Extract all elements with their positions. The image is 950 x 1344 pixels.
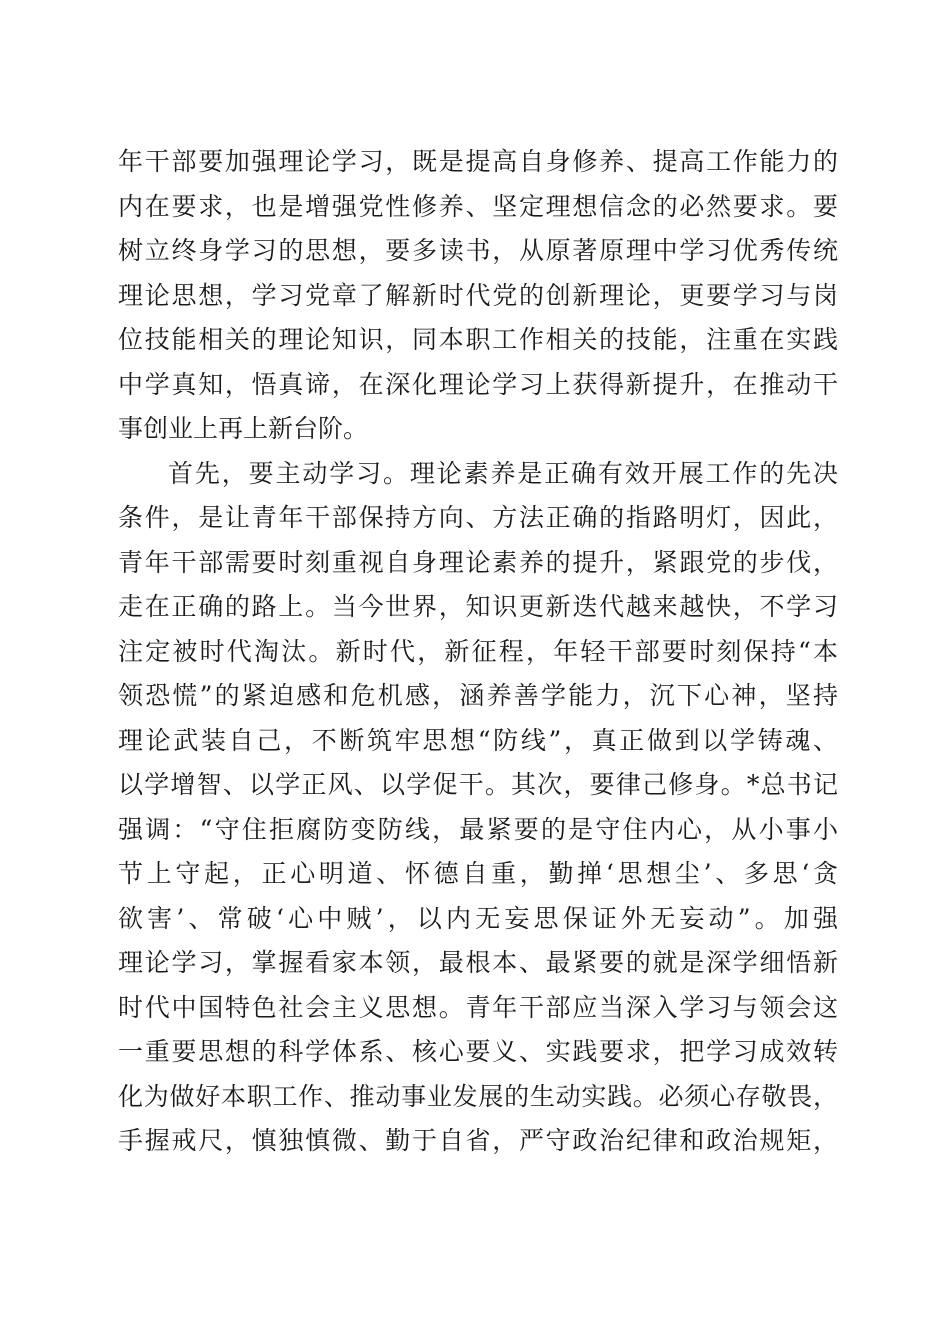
text-line: 内在要求，也是增强党性修养、坚定理想信念的必然要求。要: [118, 191, 838, 221]
text-line: 理论学习，掌握看家本领，最根本、最紧要的就是深学细悟新: [118, 948, 838, 977]
text-line: 强调：“守住拒腐防变防线，最紧要的是守住内心，从小事小: [118, 814, 838, 844]
text-line: 位技能相关的理论知识，同本职工作相关的技能，注重在实践: [118, 325, 838, 354]
text-line: 以学增智、以学正风、以学促干。其次，要律己修身。*总书记: [118, 770, 838, 799]
text-line: 化为做好本职工作、推动事业发展的生动实践。必须心存敬畏，: [118, 1081, 838, 1111]
text-line: 一重要思想的科学体系、核心要义、实践要求，把学习成效转: [118, 1037, 838, 1066]
text-line: 理论武装自己，不断筑牢思想“防线”，真正做到以学铸魂、: [118, 725, 838, 755]
text-line: 走在正确的路上。当今世界，知识更新迭代越来越快，不学习: [118, 592, 838, 621]
paragraph-2: [118, 452, 838, 1164]
text-line: 条件，是让青年干部保持方向、方法正确的指路明灯，因此，: [118, 503, 838, 532]
body-text: [118, 140, 838, 1164]
text-line: 节上守起，正心明道、怀德自重，勤掸‘思想尘’、多思‘贪: [118, 859, 838, 888]
text-line: 树立终身学习的思想，要多读书，从原著原理中学习优秀传统: [118, 236, 838, 265]
text-line: 首先，要主动学习。理论素养是正确有效开展工作的先决: [168, 458, 838, 488]
text-line: 青年干部需要时刻重视自身理论素养的提升，紧跟党的步伐，: [118, 547, 838, 577]
text-line: 事创业上再上新台阶。: [118, 414, 369, 443]
text-line: 时代中国特色社会主义思想。青年干部应当深入学习与领会这: [118, 992, 838, 1022]
text-line: 手握戒尺，慎独慎微、勤于自省，严守政治纪律和政治规矩，: [118, 1126, 838, 1155]
paragraph-1: [118, 140, 838, 452]
text-line: 欲害’、常破‘心中贼’，以内无妄思保证外无妄动”。加强: [118, 903, 838, 933]
text-line: 领恐慌”的紧迫感和危机感，涵养善学能力，沉下心神，坚持: [118, 681, 838, 710]
text-line: 理论思想，学习党章了解新时代党的创新理论，更要学习与岗: [118, 280, 838, 310]
text-line: 年干部要加强理论学习，既是提高自身修养、提高工作能力的: [118, 147, 838, 176]
text-line: 注定被时代淘汰。新时代，新征程，年轻干部要时刻保持“本: [118, 636, 838, 666]
text-line: 中学真知，悟真谛，在深化理论学习上获得新提升，在推动干: [118, 369, 838, 399]
